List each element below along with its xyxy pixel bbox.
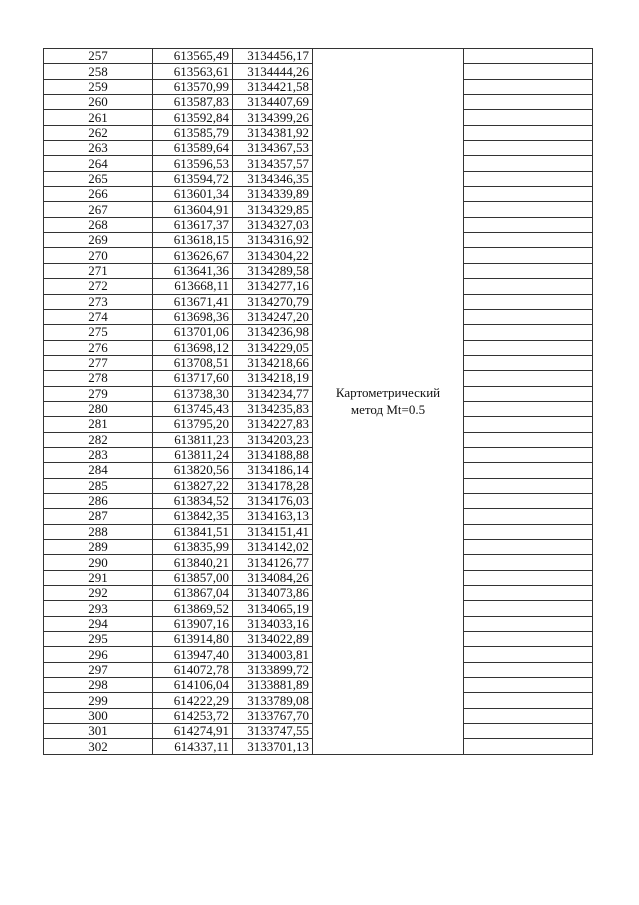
empty-cell — [464, 79, 593, 94]
x-coordinate-cell: 613698,12 — [153, 340, 233, 355]
y-coordinate-cell: 3134357,57 — [233, 156, 313, 171]
empty-cell — [464, 279, 593, 294]
empty-cell — [464, 217, 593, 232]
x-coordinate-cell: 613914,80 — [153, 632, 233, 647]
y-coordinate-cell: 3134188,88 — [233, 447, 313, 462]
x-coordinate-cell: 613587,83 — [153, 95, 233, 110]
x-coordinate-cell: 613841,51 — [153, 524, 233, 539]
point-number-cell: 261 — [44, 110, 153, 125]
point-number-cell: 275 — [44, 325, 153, 340]
x-coordinate-cell: 613745,43 — [153, 401, 233, 416]
y-coordinate-cell: 3134065,19 — [233, 601, 313, 616]
x-coordinate-cell: 613869,52 — [153, 601, 233, 616]
x-coordinate-cell: 613867,04 — [153, 586, 233, 601]
point-number-cell: 277 — [44, 355, 153, 370]
x-coordinate-cell: 614106,04 — [153, 678, 233, 693]
y-coordinate-cell: 3134142,02 — [233, 540, 313, 555]
x-coordinate-cell: 614072,78 — [153, 662, 233, 677]
x-coordinate-cell: 613717,60 — [153, 371, 233, 386]
empty-cell — [464, 49, 593, 64]
point-number-cell: 293 — [44, 601, 153, 616]
y-coordinate-cell: 3134289,58 — [233, 263, 313, 278]
point-number-cell: 296 — [44, 647, 153, 662]
y-coordinate-cell: 3134329,85 — [233, 202, 313, 217]
empty-cell — [464, 478, 593, 493]
point-number-cell: 298 — [44, 678, 153, 693]
x-coordinate-cell: 613738,30 — [153, 386, 233, 401]
empty-cell — [464, 586, 593, 601]
empty-cell — [464, 156, 593, 171]
x-coordinate-cell: 613604,91 — [153, 202, 233, 217]
empty-cell — [464, 724, 593, 739]
point-number-cell: 286 — [44, 493, 153, 508]
y-coordinate-cell: 3134176,03 — [233, 493, 313, 508]
y-coordinate-cell: 3133767,70 — [233, 708, 313, 723]
empty-cell — [464, 524, 593, 539]
empty-cell — [464, 371, 593, 386]
y-coordinate-cell: 3133701,13 — [233, 739, 313, 754]
empty-cell — [464, 95, 593, 110]
empty-cell — [464, 309, 593, 324]
x-coordinate-cell: 613857,00 — [153, 570, 233, 585]
point-number-cell: 278 — [44, 371, 153, 386]
empty-cell — [464, 110, 593, 125]
point-number-cell: 294 — [44, 616, 153, 631]
empty-cell — [464, 355, 593, 370]
empty-cell — [464, 616, 593, 631]
y-coordinate-cell: 3134381,92 — [233, 125, 313, 140]
empty-cell — [464, 570, 593, 585]
y-coordinate-cell: 3134126,77 — [233, 555, 313, 570]
x-coordinate-cell: 613701,06 — [153, 325, 233, 340]
x-coordinate-cell: 613596,53 — [153, 156, 233, 171]
point-number-cell: 265 — [44, 171, 153, 186]
point-number-cell: 271 — [44, 263, 153, 278]
x-coordinate-cell: 613795,20 — [153, 417, 233, 432]
empty-cell — [464, 233, 593, 248]
y-coordinate-cell: 3134227,83 — [233, 417, 313, 432]
x-coordinate-cell: 613570,99 — [153, 79, 233, 94]
x-coordinate-cell: 613618,15 — [153, 233, 233, 248]
point-number-cell: 285 — [44, 478, 153, 493]
x-coordinate-cell: 613835,99 — [153, 540, 233, 555]
y-coordinate-cell: 3134073,86 — [233, 586, 313, 601]
empty-cell — [464, 739, 593, 754]
y-coordinate-cell: 3134033,16 — [233, 616, 313, 631]
y-coordinate-cell: 3134229,05 — [233, 340, 313, 355]
y-coordinate-cell: 3133899,72 — [233, 662, 313, 677]
x-coordinate-cell: 614337,11 — [153, 739, 233, 754]
x-coordinate-cell: 613668,11 — [153, 279, 233, 294]
y-coordinate-cell: 3134163,13 — [233, 509, 313, 524]
x-coordinate-cell: 613947,40 — [153, 647, 233, 662]
y-coordinate-cell: 3134022,89 — [233, 632, 313, 647]
y-coordinate-cell: 3134316,92 — [233, 233, 313, 248]
empty-cell — [464, 447, 593, 462]
point-number-cell: 300 — [44, 708, 153, 723]
empty-cell — [464, 187, 593, 202]
point-number-cell: 301 — [44, 724, 153, 739]
point-number-cell: 276 — [44, 340, 153, 355]
x-coordinate-cell: 613592,84 — [153, 110, 233, 125]
point-number-cell: 266 — [44, 187, 153, 202]
x-coordinate-cell: 613565,49 — [153, 49, 233, 64]
empty-cell — [464, 325, 593, 340]
point-number-cell: 272 — [44, 279, 153, 294]
x-coordinate-cell: 614222,29 — [153, 693, 233, 708]
point-number-cell: 257 — [44, 49, 153, 64]
empty-cell — [464, 248, 593, 263]
method-cell — [313, 49, 464, 755]
y-coordinate-cell: 3133881,89 — [233, 678, 313, 693]
y-coordinate-cell: 3134407,69 — [233, 95, 313, 110]
x-coordinate-cell: 613827,22 — [153, 478, 233, 493]
empty-cell — [464, 64, 593, 79]
x-coordinate-cell: 613811,24 — [153, 447, 233, 462]
empty-cell — [464, 294, 593, 309]
empty-cell — [464, 693, 593, 708]
empty-cell — [464, 601, 593, 616]
empty-cell — [464, 708, 593, 723]
x-coordinate-cell: 613641,36 — [153, 263, 233, 278]
point-number-cell: 287 — [44, 509, 153, 524]
y-coordinate-cell: 3134339,89 — [233, 187, 313, 202]
empty-cell — [464, 202, 593, 217]
x-coordinate-cell: 613601,34 — [153, 187, 233, 202]
y-coordinate-cell: 3134218,19 — [233, 371, 313, 386]
point-number-cell: 284 — [44, 463, 153, 478]
y-coordinate-cell: 3134236,98 — [233, 325, 313, 340]
empty-cell — [464, 555, 593, 570]
method-text-line: метод Mt=0.5 — [350, 402, 426, 418]
point-number-cell: 273 — [44, 294, 153, 309]
empty-cell — [464, 493, 593, 508]
point-number-cell: 288 — [44, 524, 153, 539]
x-coordinate-cell: 613594,72 — [153, 171, 233, 186]
y-coordinate-cell: 3134084,26 — [233, 570, 313, 585]
point-number-cell: 291 — [44, 570, 153, 585]
empty-cell — [464, 386, 593, 401]
empty-cell — [464, 678, 593, 693]
point-number-cell: 258 — [44, 64, 153, 79]
y-coordinate-cell: 3134186,14 — [233, 463, 313, 478]
empty-cell — [464, 662, 593, 677]
table-row — [44, 49, 593, 64]
point-number-cell: 262 — [44, 125, 153, 140]
x-coordinate-cell: 613585,79 — [153, 125, 233, 140]
empty-cell — [464, 263, 593, 278]
y-coordinate-cell: 3134327,03 — [233, 217, 313, 232]
x-coordinate-cell: 613698,36 — [153, 309, 233, 324]
point-number-cell: 263 — [44, 141, 153, 156]
point-number-cell: 264 — [44, 156, 153, 171]
y-coordinate-cell: 3134270,79 — [233, 294, 313, 309]
point-number-cell: 289 — [44, 540, 153, 555]
y-coordinate-cell: 3133789,08 — [233, 693, 313, 708]
x-coordinate-cell: 613842,35 — [153, 509, 233, 524]
x-coordinate-cell: 614274,91 — [153, 724, 233, 739]
point-number-cell: 268 — [44, 217, 153, 232]
empty-cell — [464, 463, 593, 478]
empty-cell — [464, 509, 593, 524]
empty-cell — [464, 141, 593, 156]
empty-cell — [464, 432, 593, 447]
x-coordinate-cell: 613626,67 — [153, 248, 233, 263]
y-coordinate-cell: 3134003,81 — [233, 647, 313, 662]
point-number-cell: 292 — [44, 586, 153, 601]
y-coordinate-cell: 3134234,77 — [233, 386, 313, 401]
y-coordinate-cell: 3134304,22 — [233, 248, 313, 263]
y-coordinate-cell: 3134456,17 — [233, 49, 313, 64]
point-number-cell: 283 — [44, 447, 153, 462]
x-coordinate-cell: 613671,41 — [153, 294, 233, 309]
y-coordinate-cell: 3134235,83 — [233, 401, 313, 416]
x-coordinate-cell: 613708,51 — [153, 355, 233, 370]
empty-cell — [464, 340, 593, 355]
point-number-cell: 302 — [44, 739, 153, 754]
point-number-cell: 282 — [44, 432, 153, 447]
point-number-cell: 280 — [44, 401, 153, 416]
x-coordinate-cell: 614253,72 — [153, 708, 233, 723]
x-coordinate-cell: 613834,52 — [153, 493, 233, 508]
y-coordinate-cell: 3134247,20 — [233, 309, 313, 324]
x-coordinate-cell: 613589,64 — [153, 141, 233, 156]
empty-cell — [464, 540, 593, 555]
empty-cell — [464, 647, 593, 662]
y-coordinate-cell: 3134346,35 — [233, 171, 313, 186]
empty-cell — [464, 125, 593, 140]
point-number-cell: 267 — [44, 202, 153, 217]
y-coordinate-cell: 3134367,53 — [233, 141, 313, 156]
method-text-line: Картометрический — [335, 385, 441, 401]
x-coordinate-cell: 613820,56 — [153, 463, 233, 478]
point-number-cell: 299 — [44, 693, 153, 708]
x-coordinate-cell: 613563,61 — [153, 64, 233, 79]
empty-cell — [464, 401, 593, 416]
y-coordinate-cell: 3134399,26 — [233, 110, 313, 125]
y-coordinate-cell: 3134178,28 — [233, 478, 313, 493]
x-coordinate-cell: 613811,23 — [153, 432, 233, 447]
empty-cell — [464, 632, 593, 647]
y-coordinate-cell: 3133747,55 — [233, 724, 313, 739]
coordinates-table — [43, 48, 593, 755]
point-number-cell: 269 — [44, 233, 153, 248]
x-coordinate-cell: 613617,37 — [153, 217, 233, 232]
point-number-cell: 279 — [44, 386, 153, 401]
point-number-cell: 259 — [44, 79, 153, 94]
y-coordinate-cell: 3134151,41 — [233, 524, 313, 539]
y-coordinate-cell: 3134218,66 — [233, 355, 313, 370]
point-number-cell: 295 — [44, 632, 153, 647]
point-number-cell: 281 — [44, 417, 153, 432]
point-number-cell: 290 — [44, 555, 153, 570]
y-coordinate-cell: 3134277,16 — [233, 279, 313, 294]
point-number-cell: 260 — [44, 95, 153, 110]
empty-cell — [464, 417, 593, 432]
y-coordinate-cell: 3134203,23 — [233, 432, 313, 447]
point-number-cell: 274 — [44, 309, 153, 324]
y-coordinate-cell: 3134444,26 — [233, 64, 313, 79]
point-number-cell: 297 — [44, 662, 153, 677]
coordinates-table-body — [44, 49, 593, 755]
x-coordinate-cell: 613840,21 — [153, 555, 233, 570]
y-coordinate-cell: 3134421,58 — [233, 79, 313, 94]
x-coordinate-cell: 613907,16 — [153, 616, 233, 631]
point-number-cell: 270 — [44, 248, 153, 263]
empty-cell — [464, 171, 593, 186]
